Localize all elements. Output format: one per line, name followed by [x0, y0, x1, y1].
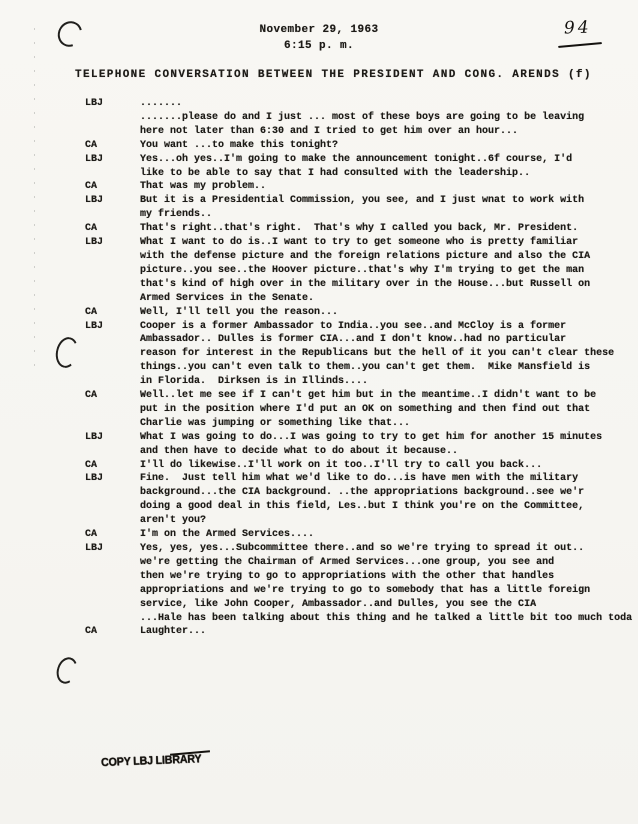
transcript-row	[85, 542, 638, 625]
transcript-line: Yes, yes, yes...Subcommittee there..and so we're trying to spread it out..	[140, 543, 585, 554]
speaker-label: CA	[85, 181, 98, 193]
transcript-row	[85, 320, 638, 390]
copy-stamp: COPY LBJ LIBRARY	[100, 753, 202, 769]
transcript-line: What I was going to do...I was going to try to get him for another 15 minutes	[140, 431, 603, 443]
speaker-label: CA	[85, 139, 98, 151]
transcript-line: like to be able to say that I had consulted with the leadership..	[140, 167, 531, 179]
transcript-line: I'm on the Armed Services....	[140, 529, 315, 541]
speaker-lines	[140, 180, 638, 194]
speaker-label: CA	[85, 306, 98, 318]
transcript-row	[85, 528, 638, 542]
speaker-lines	[140, 459, 638, 473]
transcript-row	[85, 180, 638, 194]
speaker-label: LBJ	[85, 473, 104, 485]
page-number: 94	[563, 17, 592, 39]
speaker-label: CA	[85, 529, 98, 541]
transcript-row	[85, 194, 638, 222]
speaker-label: CA	[85, 626, 98, 638]
transcript-line: .......	[140, 98, 183, 109]
transcript-row	[85, 459, 638, 473]
speaker-lines	[140, 389, 638, 431]
transcript-line: But it is a Presidential Commission, you see, and I just wnat to work with	[140, 195, 585, 207]
transcript-line: picture..you see..the Hoover picture..that's why I'm trying to get the man	[140, 264, 585, 276]
scan-curl-icon	[53, 655, 80, 687]
transcript-row	[85, 472, 638, 528]
transcript-line: aren't you?	[140, 515, 207, 527]
transcript-line: Charlie was jumping or something like that...	[140, 417, 411, 429]
transcript-row	[85, 222, 638, 236]
transcript-line: we're getting the Chairman of Armed Services...one group, you see and	[140, 556, 555, 568]
speaker-label: LBJ	[85, 320, 104, 332]
speaker-label: LBJ	[85, 153, 104, 165]
transcript-line: That was my problem..	[140, 181, 267, 193]
transcript-line: Ambassador.. Dulles is former CIA...and I don't know..had no particular	[140, 334, 567, 346]
transcript-line: appropriations and we're trying to go to somebody that has a little foreign	[140, 584, 591, 596]
speaker-lines	[140, 542, 638, 625]
speaker-lines	[140, 153, 638, 181]
speaker-lines	[140, 222, 638, 236]
speaker-label: CA	[85, 459, 98, 471]
speaker-label: LBJ	[85, 431, 104, 443]
transcript-row	[85, 236, 638, 306]
transcript-line: What I want to do is..I want to try to get someone who is pretty familiar	[140, 237, 579, 249]
transcript-line: Well, I'll tell you the reason...	[140, 306, 339, 318]
transcript-row	[85, 139, 638, 153]
transcript-line: doing a good deal in this field, Les..but I think you're on the Committee,	[140, 501, 585, 513]
speaker-lines	[140, 139, 638, 153]
transcript-line: Well..let me see if I can't get him but in the meantime..I didn't want to be	[140, 390, 597, 402]
speaker-lines	[140, 431, 638, 459]
transcript-line: things..you can't even talk to them..you can't get them. Mike Mansfield is	[140, 362, 591, 374]
transcript-line: Yes...oh yes..I'm going to make the announcement tonight..6f course, I'd	[140, 153, 573, 165]
speaker-label: CA	[85, 390, 98, 402]
transcript-line: .......please do and I just ... most of these boys are going to be leaving	[140, 111, 585, 123]
transcript-line: You want ...to make this tonight?	[140, 139, 339, 151]
transcript-line: then we're trying to go to appropriations with the other that handles	[140, 570, 555, 582]
transcript-row	[85, 431, 638, 459]
transcript-line: Fine. Just tell him what we'd like to do...is have men with the military	[140, 473, 579, 485]
transcript-line: ...Hale has been talking about this thing and he talked a little bit too much toda	[140, 612, 633, 624]
speaker-lines	[140, 472, 638, 528]
transcript-line: reason for interest in the Republicans but the hell of it you can't clear these	[140, 348, 615, 360]
speaker-label: LBJ	[85, 98, 104, 109]
speaker-label: LBJ	[85, 195, 104, 207]
transcript-line: Armed Services in the Senate.	[140, 292, 315, 304]
speaker-lines	[140, 236, 638, 306]
transcript	[85, 97, 638, 639]
speaker-lines	[140, 306, 638, 320]
document-title: TELEPHONE CONVERSATION BETWEEN THE PRESIDENT AND CONG. ARENDS (f)	[75, 69, 592, 81]
speaker-label: CA	[85, 223, 98, 235]
transcript-row	[85, 97, 638, 139]
transcript-line: put in the position where I'd put an OK on something and then find out that	[140, 403, 591, 415]
transcript-line: background...the CIA background. ..the appropriations background..see we'r	[140, 487, 585, 499]
speaker-lines	[140, 320, 638, 390]
speaker-lines	[140, 97, 638, 139]
transcript-row	[85, 625, 638, 639]
scan-curl-icon	[53, 335, 81, 370]
transcript-row	[85, 153, 638, 181]
speaker-lines	[140, 528, 638, 542]
transcript-row	[85, 306, 638, 320]
speaker-lines	[140, 625, 638, 639]
scan-edge-artifact	[34, 28, 35, 378]
transcript-line: here not later than 6:30 and I tried to get him over an hour...	[140, 125, 519, 137]
transcript-line: Cooper is a former Ambassador to India..you see..and McCloy is a former	[140, 320, 567, 332]
transcript-row	[85, 389, 638, 431]
speaker-label: LBJ	[85, 237, 104, 249]
transcript-line: That's right..that's right. That's why I called you back, Mr. President.	[140, 223, 579, 235]
transcript-line: my friends..	[140, 209, 213, 221]
speaker-label: LBJ	[85, 543, 104, 554]
transcript-line: and then have to decide what to do about it because..	[140, 445, 459, 457]
transcript-line: in Florida. Dirksen is in Illinds....	[140, 376, 369, 388]
transcript-line: I'll do likewise..I'll work on it too..I'll try to call you back...	[140, 459, 543, 471]
transcript-line: service, like John Cooper, Ambassador..and Dulles, you see the CIA	[140, 598, 537, 610]
document-time: 6:15 p. m.	[283, 40, 354, 52]
transcript-line: that's kind of high over in the military over in the House...but Russell on	[140, 278, 591, 290]
transcript-line: Laughter...	[140, 626, 207, 638]
transcript-line: with the defense picture and the foreign relations picture and also the CIA	[140, 250, 591, 262]
speaker-lines	[140, 194, 638, 222]
document-date: November 29, 1963	[259, 24, 379, 36]
